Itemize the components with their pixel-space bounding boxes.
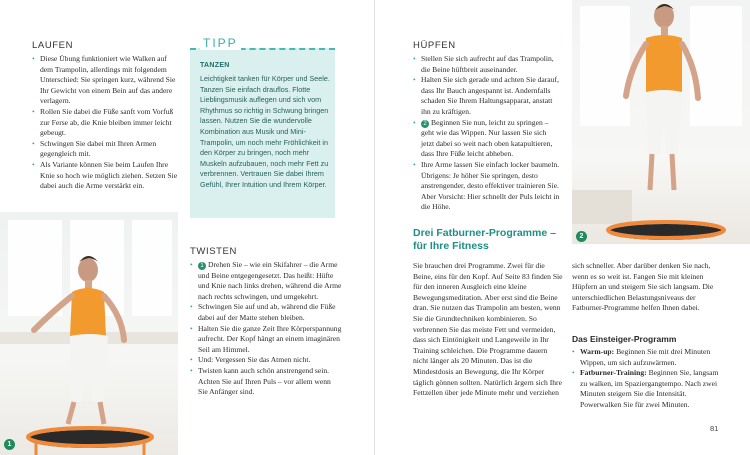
tip-box: [190, 36, 335, 218]
laufen-heading: LAUFEN: [32, 40, 74, 51]
fatburner-text-col2: sich schneller. Aber darüber denken Sie nach, wenn es so weit ist. Fangen Sie mit kleinen Hüpfern an und steigern Sie sich langsam. Die unterschiedlichen Belastungsniveaus der Fatburner-Programme helfen Ihnen dabei.: [572, 261, 714, 313]
list-item: • Fatburner-Training: Beginnen Sie, langsam zu walken, im Spaziergangtempo. Nach zwei Minuten steigern Sie die Intensität. Powerwalken Sie für zwei Minuten.: [572, 368, 720, 410]
list-item: • Rollen Sie dabei die Füße sanft vom Vorfuß zur Ferse ab, die Knie bleiben immer leicht gebeugt.: [32, 107, 180, 139]
list-item: • Twisten kann auch schön anstrengend sein. Achten Sie auf Ihren Puls – vor allem wenn Sie Anfänger sind.: [190, 366, 342, 398]
list-item: • Warm-up: Beginnen Sie mit drei Minuten Wippen, um sich aufzuwärmen.: [572, 347, 720, 368]
tip-text: Leichtigkeit tanken für Körper und Seele. Tanzen Sie einfach drauflos. Flotte Lieblingsmusik auflegen und sich vom Rhythmus so richtig in Schwung bringen lassen. Nutzen Sie die wundervolle Kombination aus Musik und Mini-Trampolin, um noch mehr Fröhlichkeit in den Körper zu bringen, noch mehr Muskeln aufzubauen, noch mehr Fett zu verbrennen. Vertrauen Sie dabei Ihrem Gefühl, Ihrer Intuition und Ihrem Körper.: [200, 74, 330, 189]
step-number: 2: [421, 120, 429, 128]
twisten-illustration: [0, 212, 178, 455]
list-item: • 1 Drehen Sie – wie ein Skifahrer – die Arme und Beine entgegengesetzt. Das heißt: Hüfte und Knie nach links drehen, während die Arme nach rechts schwingen, und umgekehrt.: [190, 260, 342, 302]
list-item: • Ihre Arme lassen Sie einfach locker baumeln. Übrigens: Je höher Sie springen, desto anstrengender, desto effektiver trainieren Sie. Aber Vorsicht: Hier schnellt der Puls leicht in die Höhe.: [413, 160, 561, 213]
list-item: • Schwingen Sie dabei mit Ihren Armen gegengleich mit.: [32, 139, 180, 160]
fatburner-heading: Drei Fatburner-Programme – für Ihre Fitness: [413, 227, 556, 252]
list-item: • Stellen Sie sich aufrecht auf das Trampolin, die Beine hüftbreit auseinander.: [413, 54, 561, 75]
einsteiger-heading: Das Einsteiger-Programm: [572, 334, 677, 344]
huepfen-list: [413, 54, 561, 213]
huepfen-illustration: [572, 0, 750, 244]
twisten-list: [190, 260, 342, 398]
list-item: • Diese Übung funktioniert wie Walken auf dem Trampolin, allerdings mit folgendem Unterschied: Sie springen kurz, während Sie Ihr Gewicht von einem Bein auf das andere verlagern.: [32, 54, 180, 107]
einsteiger-list: [572, 347, 720, 411]
tip-title: TIPP: [200, 36, 241, 50]
list-item: • Halten Sie die ganze Zeit Ihre Körperspannung aufrecht. Der Kopf hängt an einem imaginären Seil am Himmel.: [190, 324, 342, 356]
list-item: • 2 Beginnen Sie nun, leicht zu springen – geht wie das Wippen. Nur lassen Sie sich jetzt dabei so weit nach oben katapultieren, dass Ihre Füße leicht abheben.: [413, 118, 561, 160]
photo-twisten: [0, 212, 178, 455]
page-fold: [374, 0, 375, 455]
step-number: 1: [198, 262, 206, 270]
tip-subtitle: TANZEN: [200, 62, 230, 69]
list-item: • Und: Vergessen Sie das Atmen nicht.: [190, 355, 342, 366]
photo-badge-1: 1: [4, 439, 15, 450]
fatburner-text-col1: Sie brauchen drei Programme. Zwei für die Beine, eins für den Kopf. Auf Seite 83 finden Sie für den inneren Ausgleich eine kleine Bewegungsmeditation. Aber erst sind die Beine dran. Sie nutzen das Trampolin am besten, wenn Sie die Grundtechniken kombinieren. So verbrennen Sie das meiste Fett und vermeiden, dass sich Eintönigkeit und Langeweile in Ihr Training schleichen. Die Programme dauern nicht länger als 20 Minuten. Das ist die Mindestdosis an Bewegung, die Ihr Körper täglich gönnen sollten. Natürlich ärgern sich Ihre Fettzellen über jede Minute mehr und verziehen: [413, 261, 563, 398]
list-item: • Schwingen Sie auf und ab, während die Füße dabei auf der Matte stehen bleiben.: [190, 302, 342, 323]
page-number: 81: [710, 424, 719, 433]
list-item: • Als Variante können Sie beim Laufen Ihre Knie so hoch wie möglich ziehen. Setzen Sie dabei auch die Arme verstärkt ein.: [32, 160, 180, 192]
huepfen-heading: HÜPFEN: [413, 40, 456, 51]
twisten-heading: TWISTEN: [190, 246, 237, 257]
photo-huepfen: [572, 0, 750, 244]
laufen-list: [32, 54, 180, 192]
list-item: • Halten Sie sich gerade und achten Sie darauf, dass Ihr Bauch angespannt ist. Andernfalls schaden Sie Ihrem Haltungsapparat, anstatt ihn zu kräftigen.: [413, 75, 561, 117]
photo-badge-2: 2: [576, 231, 587, 242]
